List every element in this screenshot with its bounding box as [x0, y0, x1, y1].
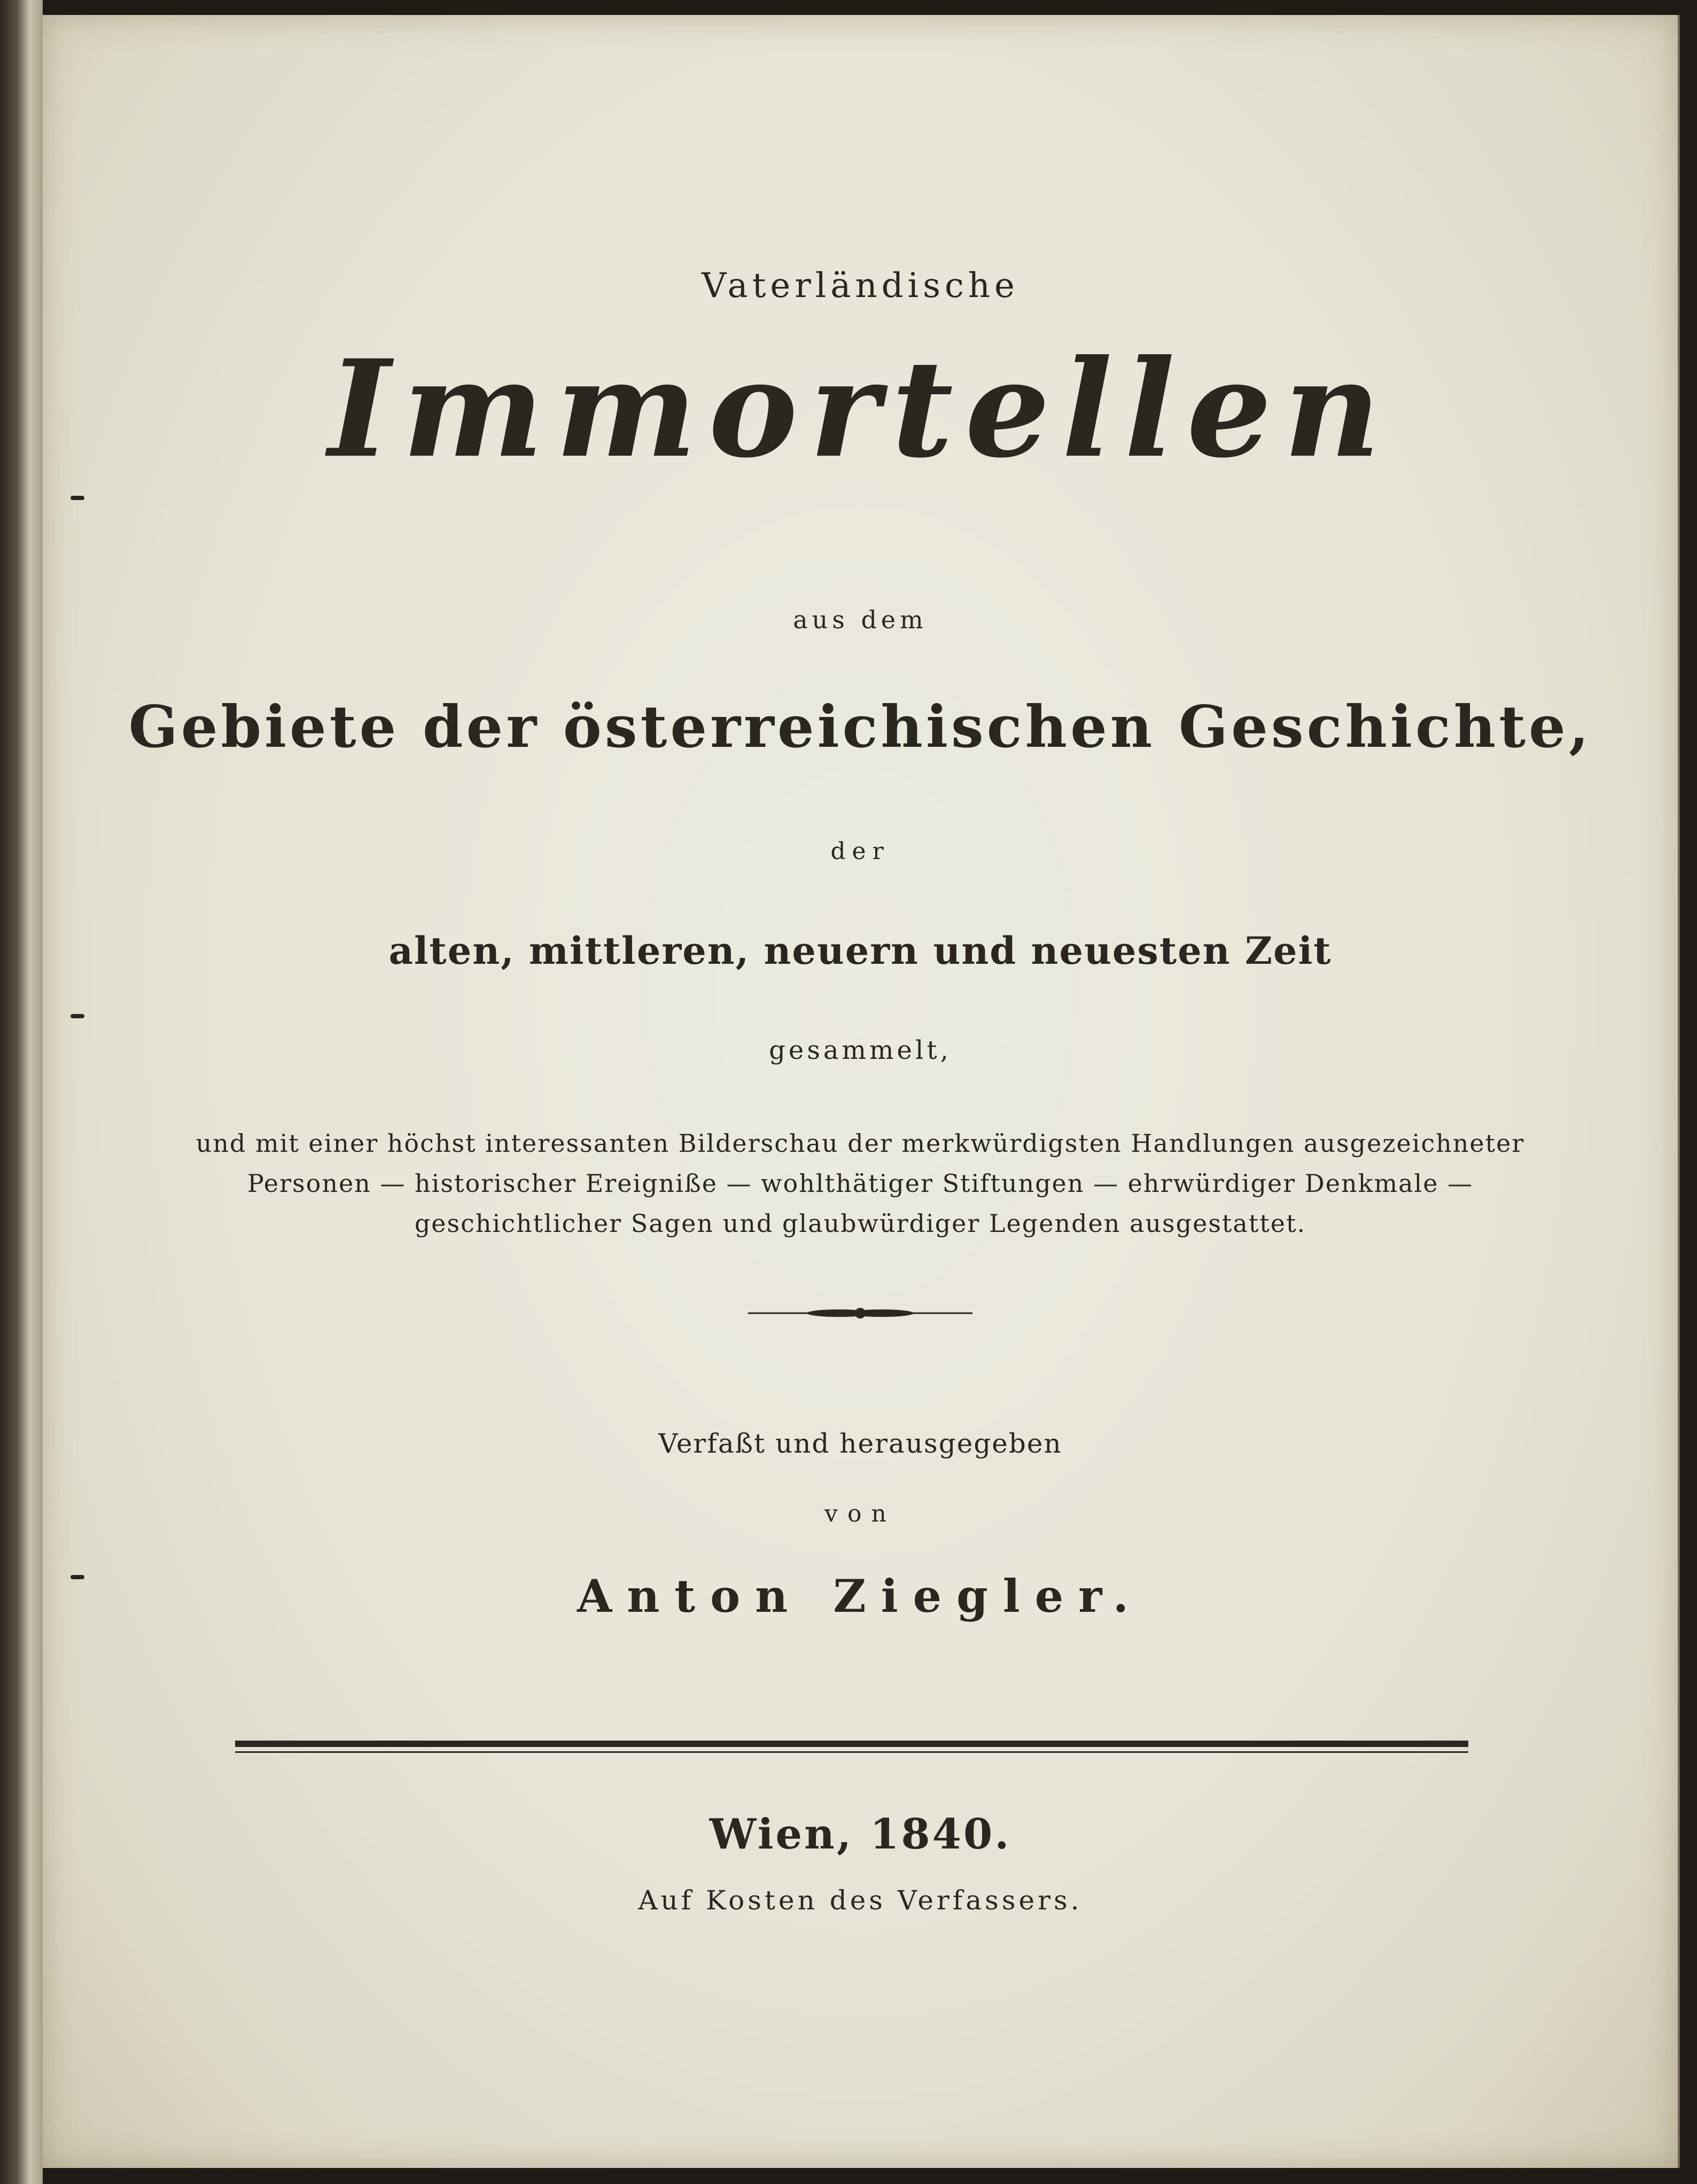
imprint-place-year: Wien, 1840. [709, 1810, 1011, 1859]
text-verfasst: Verfaßt und herausgegeben [658, 1428, 1062, 1459]
heading-gebiete: Gebiete der österreichischen Geschichte, [128, 693, 1592, 761]
text-von: von [824, 1500, 896, 1527]
main-title-immortellen: Immortellen [328, 330, 1392, 487]
title-page [43, 15, 1680, 2168]
rule-thin [235, 1751, 1468, 1753]
description-line-3: geschichtlicher Sagen und glaubwürdiger Legenden ausgestattet. [414, 1209, 1306, 1238]
author-name: Anton Ziegler. [577, 1570, 1143, 1623]
imprint-publisher-note: Auf Kosten des Verfassers. [638, 1885, 1083, 1916]
subtitle-vaterlaendische: Vaterländische [702, 266, 1019, 306]
rule-thick [235, 1741, 1468, 1747]
heading-zeit: alten, mittleren, neuern und neuesten Zeit [388, 929, 1332, 973]
text-der: der [830, 838, 890, 865]
binding-stitch [71, 1014, 84, 1018]
ornament-divider [748, 1302, 972, 1324]
text-gesammelt: gesammelt, [769, 1035, 952, 1065]
description-line-2: Personen — historischer Ereigniße — wohlthätiger Stiftungen — ehrwürdiger Denkmale — [247, 1169, 1474, 1198]
binding-stitch [71, 496, 84, 500]
book-spine [0, 0, 43, 2184]
text-aus-dem: aus dem [793, 605, 928, 634]
description-line-1: und mit einer höchst interessanten Bilderschau der merkwürdigsten Handlungen ausgezeichneter [196, 1129, 1525, 1158]
